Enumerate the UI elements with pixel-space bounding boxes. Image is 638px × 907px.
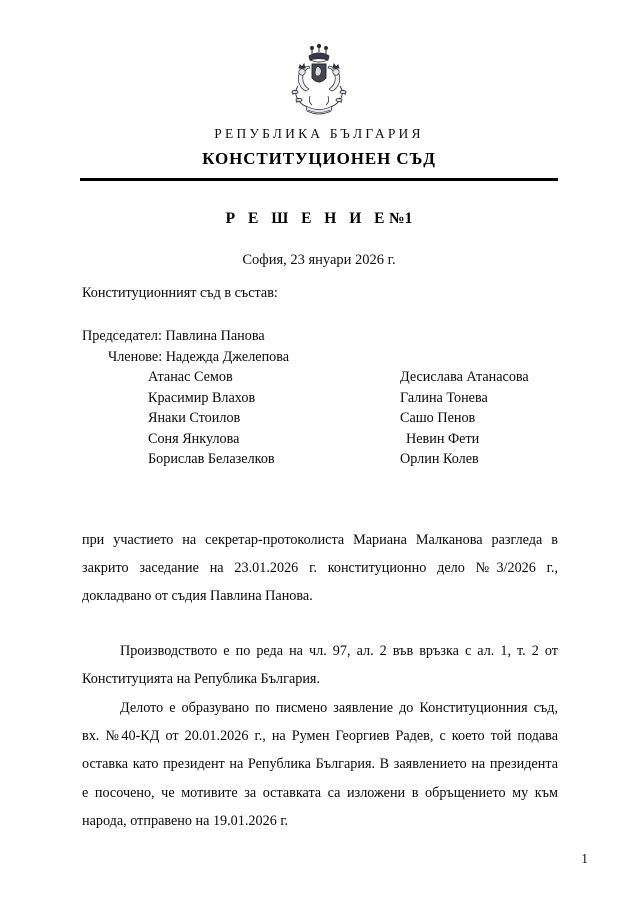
paragraph-line: Производството е по реда на чл. 97, ал. 2 във връзка с ал. 1, т. 2 от [120,642,558,659]
member-name: Красимир Влахов [148,389,256,406]
composition-row [82,408,558,429]
decision-number: №1 [389,210,413,227]
composition-row [82,449,558,470]
composition-row-chair [82,326,558,347]
member-name: Атанас Семов [148,369,233,385]
decision-title-label: Р Е Ш Е Н И Е [225,210,390,227]
members-role-label: Членове: [108,348,163,365]
bulgaria-coat-of-arms-icon [282,40,356,120]
emblem-container [0,0,638,122]
country-name: РЕПУБЛИКА БЪЛГАРИЯ [214,126,424,141]
chair-name: Павлина Панова [165,328,265,344]
place-and-date: София, 23 януари 2026 г. [242,252,396,268]
paragraph-line: Конституцията на Република България. [82,671,320,688]
composition-lead: Конституционният съд в състав: [82,285,278,301]
member-name: Сашо Пенов [400,410,476,426]
member-name: Десислава Атанасова [400,369,529,385]
paragraph-line: оставка като президент на Република България. В заявлението на президента [82,756,558,773]
member-name: Галина Тонева [400,389,488,406]
member-name: Орлин Колев [400,451,479,467]
spacer [82,470,558,496]
header-divider [80,178,558,181]
member-name: Янаки Стоилов [148,410,241,426]
paragraph-proceedings-intro [82,526,558,611]
paragraph-line: е посочено, че мотивите за оставката са изложени в обръщението му към [82,784,558,801]
paragraph-line: народа, отправено на 19.01.2026 г. [82,813,289,830]
institution-name: КОНСТИТУЦИОНЕН СЪД [202,149,436,168]
member-name: Невин Фети [406,430,480,447]
composition-row [82,367,558,388]
page-number: 1 [581,851,588,866]
spacer [82,611,558,637]
paragraph-line: Делото е образувано по писмено заявление до Конституционния съд, [120,699,558,716]
member-name: Борислав Белазелков [148,451,275,467]
composition-row-members-head [82,347,558,368]
member-name: Надежда Джелепова [165,348,290,365]
decision-title [0,210,638,228]
paragraph-case-origin [82,694,558,836]
paragraph-line: при участието на секретар-протоколиста Мариана Малканова разгледа в [82,531,558,548]
composition-row [82,429,558,450]
court-composition [82,326,558,470]
chair-role-label: Председател: [82,328,162,344]
paragraph-line: вх. №40-КД от 20.01.2026 г., на Румен Георгиев Радев, с което той подава [82,727,558,744]
composition-row [82,388,558,409]
paragraph-line: докладвано от съдия Павлина Панова. [82,588,313,605]
paragraph-legal-basis [82,637,558,694]
paragraph-line: закрито заседание на 23.01.2026 г. конституционно дело №3/2026 г., [82,559,558,576]
member-name: Соня Янкулова [148,430,240,447]
document-body [82,282,558,836]
